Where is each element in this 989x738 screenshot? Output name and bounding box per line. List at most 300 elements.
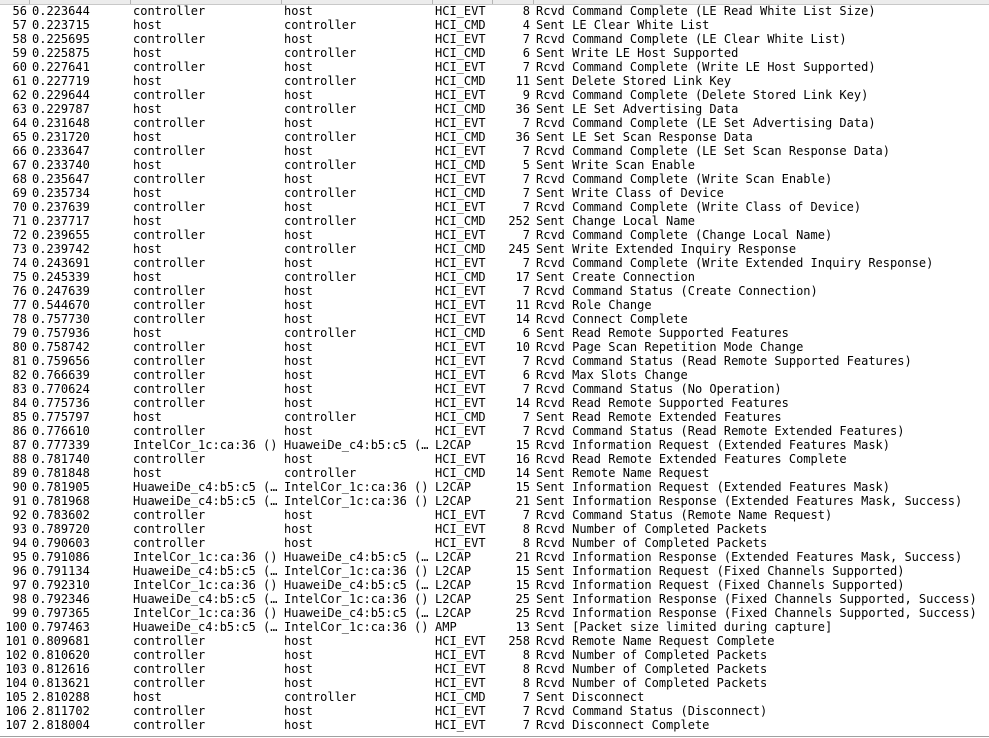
- packet-protocol: HCI_EVT: [435, 88, 486, 102]
- packet-info: Rcvd Read Remote Extended Features Complete: [536, 452, 847, 466]
- packet-number: 104: [5, 676, 27, 690]
- packet-row[interactable]: [0, 130, 989, 144]
- packet-row[interactable]: [0, 578, 989, 592]
- packet-time: 0.235647: [32, 172, 90, 186]
- packet-source: controller: [133, 452, 206, 466]
- packet-number: 70: [12, 200, 27, 214]
- packet-source: controller: [133, 718, 206, 732]
- packet-row[interactable]: [0, 74, 989, 88]
- packet-info: Rcvd Number of Completed Packets: [536, 662, 768, 676]
- packet-number: 92: [12, 508, 27, 522]
- packet-source: host: [133, 102, 162, 116]
- packet-row[interactable]: [0, 158, 989, 172]
- packet-protocol: L2CAP: [435, 550, 472, 564]
- packet-time: 0.775736: [32, 396, 90, 410]
- packet-info: Sent Read Remote Extended Features: [536, 410, 782, 424]
- packet-number: 87: [12, 438, 27, 452]
- packet-row[interactable]: [0, 242, 989, 256]
- packet-number: 65: [12, 130, 27, 144]
- packet-destination: host: [284, 396, 313, 410]
- packet-protocol: HCI_EVT: [435, 200, 486, 214]
- packet-destination: host: [284, 32, 313, 46]
- packet-length: 25: [515, 592, 530, 606]
- packet-number: 58: [12, 32, 27, 46]
- packet-protocol: HCI_EVT: [435, 662, 486, 676]
- packet-destination: host: [284, 676, 313, 690]
- packet-length: 7: [522, 256, 530, 270]
- packet-info: Rcvd Command Complete (Write Class of Device): [536, 200, 862, 214]
- packet-destination: host: [284, 536, 313, 550]
- packet-time: 0.797365: [32, 606, 90, 620]
- packet-source: host: [133, 242, 162, 256]
- packet-row[interactable]: [0, 522, 989, 536]
- packet-length: 36: [515, 102, 530, 116]
- packet-destination: host: [284, 172, 313, 186]
- packet-length: 4: [522, 18, 530, 32]
- packet-destination: IntelCor_1c:ca:36 (): [284, 592, 429, 606]
- packet-length: 11: [515, 74, 530, 88]
- packet-protocol: HCI_CMD: [435, 46, 486, 60]
- packet-row[interactable]: [0, 606, 989, 620]
- packet-source: HuaweiDe_c4:b5:c5 (…: [133, 480, 278, 494]
- packet-length: 7: [522, 284, 530, 298]
- packet-protocol: HCI_EVT: [435, 396, 486, 410]
- packet-time: 0.776610: [32, 424, 90, 438]
- packet-length: 7: [522, 354, 530, 368]
- packet-source: controller: [133, 340, 206, 354]
- packet-destination: host: [284, 200, 313, 214]
- packet-row[interactable]: [0, 200, 989, 214]
- packet-number: 74: [12, 256, 27, 270]
- packet-info: Rcvd Command Status (Read Remote Extended Features): [536, 424, 905, 438]
- packet-row[interactable]: [0, 424, 989, 438]
- packet-number: 103: [5, 662, 27, 676]
- packet-info: Sent [Packet size limited during capture]: [536, 620, 833, 634]
- packet-number: 57: [12, 18, 27, 32]
- packet-info: Rcvd Information Request (Fixed Channels Supported): [536, 578, 905, 592]
- packet-source: controller: [133, 382, 206, 396]
- packet-time: 0.231720: [32, 130, 90, 144]
- packet-time: 0.245339: [32, 270, 90, 284]
- packet-protocol: HCI_EVT: [435, 508, 486, 522]
- packet-source: host: [133, 46, 162, 60]
- packet-info: Rcvd Command Status (Create Connection): [536, 284, 818, 298]
- packet-time: 0.770624: [32, 382, 90, 396]
- packet-destination: controller: [284, 186, 357, 200]
- packet-row[interactable]: [0, 452, 989, 466]
- packet-row[interactable]: [0, 550, 989, 564]
- packet-protocol: L2CAP: [435, 578, 472, 592]
- packet-length: 9: [522, 88, 530, 102]
- packet-time: 0.810620: [32, 648, 90, 662]
- packet-info: Sent Write Class of Device: [536, 186, 724, 200]
- packet-time: 0.239742: [32, 242, 90, 256]
- packet-row[interactable]: [0, 172, 989, 186]
- packet-source: host: [133, 186, 162, 200]
- packet-number: 72: [12, 228, 27, 242]
- packet-number: 81: [12, 354, 27, 368]
- packet-number: 66: [12, 144, 27, 158]
- packet-length: 7: [522, 200, 530, 214]
- packet-row[interactable]: [0, 410, 989, 424]
- packet-source: controller: [133, 4, 206, 18]
- packet-number: 69: [12, 186, 27, 200]
- packet-source: controller: [133, 396, 206, 410]
- packet-source: controller: [133, 354, 206, 368]
- packet-source: controller: [133, 88, 206, 102]
- packet-length: 7: [522, 60, 530, 74]
- packet-protocol: HCI_CMD: [435, 18, 486, 32]
- packet-destination: host: [284, 228, 313, 242]
- packet-length: 7: [522, 186, 530, 200]
- packet-row[interactable]: [0, 382, 989, 396]
- packet-time: 0.757936: [32, 326, 90, 340]
- packet-destination: host: [284, 312, 313, 326]
- packet-info: Sent Remote Name Request: [536, 466, 710, 480]
- packet-row[interactable]: [0, 676, 989, 690]
- packet-number: 85: [12, 410, 27, 424]
- packet-length: 7: [522, 718, 530, 732]
- packet-source: host: [133, 410, 162, 424]
- packet-source: host: [133, 690, 162, 704]
- packet-source: controller: [133, 32, 206, 46]
- packet-time: 0.225695: [32, 32, 90, 46]
- packet-length: 15: [515, 480, 530, 494]
- packet-number: 106: [5, 704, 27, 718]
- packet-length: 13: [515, 620, 530, 634]
- packet-length: 15: [515, 438, 530, 452]
- packet-protocol: HCI_EVT: [435, 256, 486, 270]
- packet-length: 7: [522, 410, 530, 424]
- packet-row[interactable]: [0, 298, 989, 312]
- packet-time: 0.243691: [32, 256, 90, 270]
- packet-number: 64: [12, 116, 27, 130]
- packet-info: Rcvd Role Change: [536, 298, 652, 312]
- packet-destination: controller: [284, 326, 357, 340]
- packet-number: 56: [12, 4, 27, 18]
- packet-info: Rcvd Command Complete (Change Local Name): [536, 228, 833, 242]
- packet-source: controller: [133, 704, 206, 718]
- packet-source: IntelCor_1c:ca:36 (): [133, 578, 278, 592]
- packet-row[interactable]: [0, 312, 989, 326]
- packet-rows: [0, 4, 989, 732]
- packet-destination: controller: [284, 466, 357, 480]
- packet-time: 0.235734: [32, 186, 90, 200]
- packet-source: IntelCor_1c:ca:36 (): [133, 606, 278, 620]
- packet-info: Rcvd Command Complete (LE Read White List Size): [536, 4, 876, 18]
- packet-info: Rcvd Information Response (Extended Features Mask, Success): [536, 550, 963, 564]
- packet-time: 0.812616: [32, 662, 90, 676]
- packet-protocol: L2CAP: [435, 606, 472, 620]
- packet-protocol: HCI_EVT: [435, 60, 486, 74]
- packet-source: host: [133, 18, 162, 32]
- packet-time: 0.758742: [32, 340, 90, 354]
- packet-destination: host: [284, 284, 313, 298]
- packet-source: controller: [133, 648, 206, 662]
- packet-protocol: HCI_CMD: [435, 186, 486, 200]
- packet-row[interactable]: [0, 704, 989, 718]
- packet-number: 61: [12, 74, 27, 88]
- packet-row[interactable]: [0, 466, 989, 480]
- packet-protocol: HCI_EVT: [435, 144, 486, 158]
- packet-number: 86: [12, 424, 27, 438]
- packet-row[interactable]: [0, 186, 989, 200]
- packet-row[interactable]: [0, 18, 989, 32]
- packet-protocol: L2CAP: [435, 592, 472, 606]
- packet-time: 2.818004: [32, 718, 90, 732]
- packet-protocol: HCI_CMD: [435, 158, 486, 172]
- packet-row[interactable]: [0, 662, 989, 676]
- packet-destination: IntelCor_1c:ca:36 (): [284, 620, 429, 634]
- packet-source: controller: [133, 256, 206, 270]
- packet-row[interactable]: [0, 88, 989, 102]
- packet-row[interactable]: [0, 634, 989, 648]
- packet-number: 90: [12, 480, 27, 494]
- packet-info: Sent Write LE Host Supported: [536, 46, 739, 60]
- packet-row[interactable]: [0, 564, 989, 578]
- packet-row[interactable]: [0, 102, 989, 116]
- packet-info: Sent Create Connection: [536, 270, 695, 284]
- packet-source: controller: [133, 676, 206, 690]
- packet-row[interactable]: [0, 354, 989, 368]
- packet-length: 7: [522, 424, 530, 438]
- packet-info: Sent Write Extended Inquiry Response: [536, 242, 797, 256]
- packet-row[interactable]: [0, 270, 989, 284]
- packet-number: 102: [5, 648, 27, 662]
- packet-info: Rcvd Connect Complete: [536, 312, 688, 326]
- packet-destination: controller: [284, 214, 357, 228]
- packet-info: Sent LE Clear White List: [536, 18, 710, 32]
- packet-source: host: [133, 214, 162, 228]
- packet-number: 88: [12, 452, 27, 466]
- packet-number: 60: [12, 60, 27, 74]
- packet-row[interactable]: [0, 480, 989, 494]
- packet-row[interactable]: [0, 536, 989, 550]
- packet-row[interactable]: [0, 340, 989, 354]
- packet-source: host: [133, 74, 162, 88]
- packet-source: IntelCor_1c:ca:36 (): [133, 438, 278, 452]
- packet-length: 7: [522, 172, 530, 186]
- packet-time: 0.223644: [32, 4, 90, 18]
- packet-source: HuaweiDe_c4:b5:c5 (…: [133, 592, 278, 606]
- packet-time: 0.809681: [32, 634, 90, 648]
- packet-number: 95: [12, 550, 27, 564]
- packet-row[interactable]: [0, 284, 989, 298]
- packet-info: Sent Information Request (Fixed Channels Supported): [536, 564, 905, 578]
- packet-info: Rcvd Command Complete (LE Set Advertising Data): [536, 116, 876, 130]
- packet-row[interactable]: [0, 214, 989, 228]
- packet-protocol: L2CAP: [435, 494, 472, 508]
- packet-length: 7: [522, 116, 530, 130]
- packet-destination: controller: [284, 130, 357, 144]
- packet-row[interactable]: [0, 648, 989, 662]
- packet-info: Rcvd Read Remote Supported Features: [536, 396, 789, 410]
- packet-protocol: HCI_EVT: [435, 536, 486, 550]
- packet-info: Rcvd Max Slots Change: [536, 368, 688, 382]
- packet-row[interactable]: [0, 228, 989, 242]
- packet-source: controller: [133, 312, 206, 326]
- packet-source: controller: [133, 144, 206, 158]
- packet-source: controller: [133, 200, 206, 214]
- packet-destination: host: [284, 144, 313, 158]
- packet-row[interactable]: [0, 4, 989, 18]
- packet-destination: controller: [284, 102, 357, 116]
- packet-length: 7: [522, 144, 530, 158]
- packet-source: HuaweiDe_c4:b5:c5 (…: [133, 494, 278, 508]
- packet-row[interactable]: [0, 144, 989, 158]
- packet-row[interactable]: [0, 326, 989, 340]
- packet-number: 96: [12, 564, 27, 578]
- packet-row[interactable]: [0, 718, 989, 732]
- packet-source: controller: [133, 228, 206, 242]
- packet-number: 89: [12, 466, 27, 480]
- packet-source: controller: [133, 116, 206, 130]
- packet-length: 16: [515, 452, 530, 466]
- packet-source: controller: [133, 298, 206, 312]
- packet-source: HuaweiDe_c4:b5:c5 (…: [133, 620, 278, 634]
- packet-number: 68: [12, 172, 27, 186]
- packet-length: 8: [522, 522, 530, 536]
- packet-time: 0.792310: [32, 578, 90, 592]
- packet-destination: host: [284, 354, 313, 368]
- packet-length: 7: [522, 228, 530, 242]
- packet-time: 0.233740: [32, 158, 90, 172]
- packet-row[interactable]: [0, 116, 989, 130]
- packet-time: 0.781905: [32, 480, 90, 494]
- packet-number: 82: [12, 368, 27, 382]
- packet-destination: host: [284, 368, 313, 382]
- packet-info: Rcvd Command Complete (Delete Stored Link Key): [536, 88, 869, 102]
- packet-info: Rcvd Command Complete (Write Scan Enable): [536, 172, 833, 186]
- packet-length: 25: [515, 606, 530, 620]
- packet-protocol: L2CAP: [435, 480, 472, 494]
- packet-protocol: HCI_EVT: [435, 522, 486, 536]
- packet-number: 100: [5, 620, 27, 634]
- packet-length: 36: [515, 130, 530, 144]
- packet-time: 0.791134: [32, 564, 90, 578]
- packet-info: Rcvd Number of Completed Packets: [536, 522, 768, 536]
- packet-time: 0.781740: [32, 452, 90, 466]
- packet-length: 8: [522, 4, 530, 18]
- packet-length: 6: [522, 326, 530, 340]
- packet-time: 0.797463: [32, 620, 90, 634]
- packet-number: 83: [12, 382, 27, 396]
- packet-length: 10: [515, 340, 530, 354]
- packet-destination: host: [284, 718, 313, 732]
- packet-time: 0.766639: [32, 368, 90, 382]
- packet-info: Sent Delete Stored Link Key: [536, 74, 732, 88]
- packet-time: 0.789720: [32, 522, 90, 536]
- packet-protocol: HCI_EVT: [435, 368, 486, 382]
- packet-info: Sent Information Request (Extended Features Mask): [536, 480, 891, 494]
- packet-time: 0.239655: [32, 228, 90, 242]
- packet-destination: controller: [284, 74, 357, 88]
- packet-row[interactable]: [0, 494, 989, 508]
- packet-destination: HuaweiDe_c4:b5:c5 (…: [284, 578, 429, 592]
- packet-number: 79: [12, 326, 27, 340]
- packet-info: Sent Read Remote Supported Features: [536, 326, 789, 340]
- packet-source: HuaweiDe_c4:b5:c5 (…: [133, 564, 278, 578]
- packet-destination: host: [284, 298, 313, 312]
- packet-protocol: HCI_EVT: [435, 228, 486, 242]
- packet-source: controller: [133, 60, 206, 74]
- packet-row[interactable]: [0, 46, 989, 60]
- packet-protocol: HCI_EVT: [435, 718, 486, 732]
- packet-length: 8: [522, 662, 530, 676]
- packet-number: 67: [12, 158, 27, 172]
- packet-source: host: [133, 270, 162, 284]
- packet-destination: IntelCor_1c:ca:36 (): [284, 494, 429, 508]
- packet-row[interactable]: [0, 60, 989, 74]
- packet-destination: host: [284, 382, 313, 396]
- packet-protocol: HCI_EVT: [435, 634, 486, 648]
- packet-source: controller: [133, 662, 206, 676]
- packet-length: 5: [522, 158, 530, 172]
- packet-row[interactable]: [0, 396, 989, 410]
- packet-info: Rcvd Disconnect Complete: [536, 718, 710, 732]
- packet-length: 17: [515, 270, 530, 284]
- packet-destination: host: [284, 662, 313, 676]
- packet-time: 0.781848: [32, 466, 90, 480]
- packet-info: Rcvd Command Status (Read Remote Supported Features): [536, 354, 912, 368]
- packet-protocol: HCI_EVT: [435, 340, 486, 354]
- packet-destination: HuaweiDe_c4:b5:c5 (…: [284, 606, 429, 620]
- packet-row[interactable]: [0, 690, 989, 704]
- packet-row[interactable]: [0, 368, 989, 382]
- packet-length: 6: [522, 46, 530, 60]
- packet-destination: HuaweiDe_c4:b5:c5 (…: [284, 550, 429, 564]
- packet-protocol: HCI_EVT: [435, 172, 486, 186]
- packet-row[interactable]: [0, 438, 989, 452]
- packet-number: 101: [5, 634, 27, 648]
- packet-protocol: HCI_CMD: [435, 270, 486, 284]
- packet-info: Sent Disconnect: [536, 690, 645, 704]
- packet-protocol: HCI_EVT: [435, 452, 486, 466]
- packet-time: 0.781968: [32, 494, 90, 508]
- packet-source: controller: [133, 284, 206, 298]
- packet-info: Rcvd Command Complete (LE Clear White List): [536, 32, 847, 46]
- packet-row[interactable]: [0, 592, 989, 606]
- packet-protocol: HCI_CMD: [435, 690, 486, 704]
- packet-source: controller: [133, 508, 206, 522]
- packet-info: Sent Write Scan Enable: [536, 158, 695, 172]
- packet-number: 107: [5, 718, 27, 732]
- packet-destination: host: [284, 424, 313, 438]
- packet-info: Rcvd Information Response (Fixed Channels Supported, Success): [536, 606, 977, 620]
- packet-destination: host: [284, 452, 313, 466]
- packet-length: 258: [508, 634, 530, 648]
- packet-destination: host: [284, 60, 313, 74]
- packet-number: 73: [12, 242, 27, 256]
- packet-length: 15: [515, 564, 530, 578]
- packet-row[interactable]: [0, 32, 989, 46]
- packet-info: Rcvd Number of Completed Packets: [536, 648, 768, 662]
- packet-info: Rcvd Command Status (Remote Name Request): [536, 508, 833, 522]
- packet-row[interactable]: [0, 256, 989, 270]
- packet-row[interactable]: [0, 620, 989, 634]
- packet-protocol: HCI_CMD: [435, 242, 486, 256]
- packet-length: 8: [522, 648, 530, 662]
- packet-length: 252: [508, 214, 530, 228]
- packet-info: Rcvd Command Complete (Write Extended Inquiry Response): [536, 256, 934, 270]
- packet-number: 77: [12, 298, 27, 312]
- packet-time: 0.231648: [32, 116, 90, 130]
- packet-destination: controller: [284, 46, 357, 60]
- packet-source: controller: [133, 368, 206, 382]
- packet-time: 0.757730: [32, 312, 90, 326]
- packet-source: host: [133, 158, 162, 172]
- packet-row[interactable]: [0, 508, 989, 522]
